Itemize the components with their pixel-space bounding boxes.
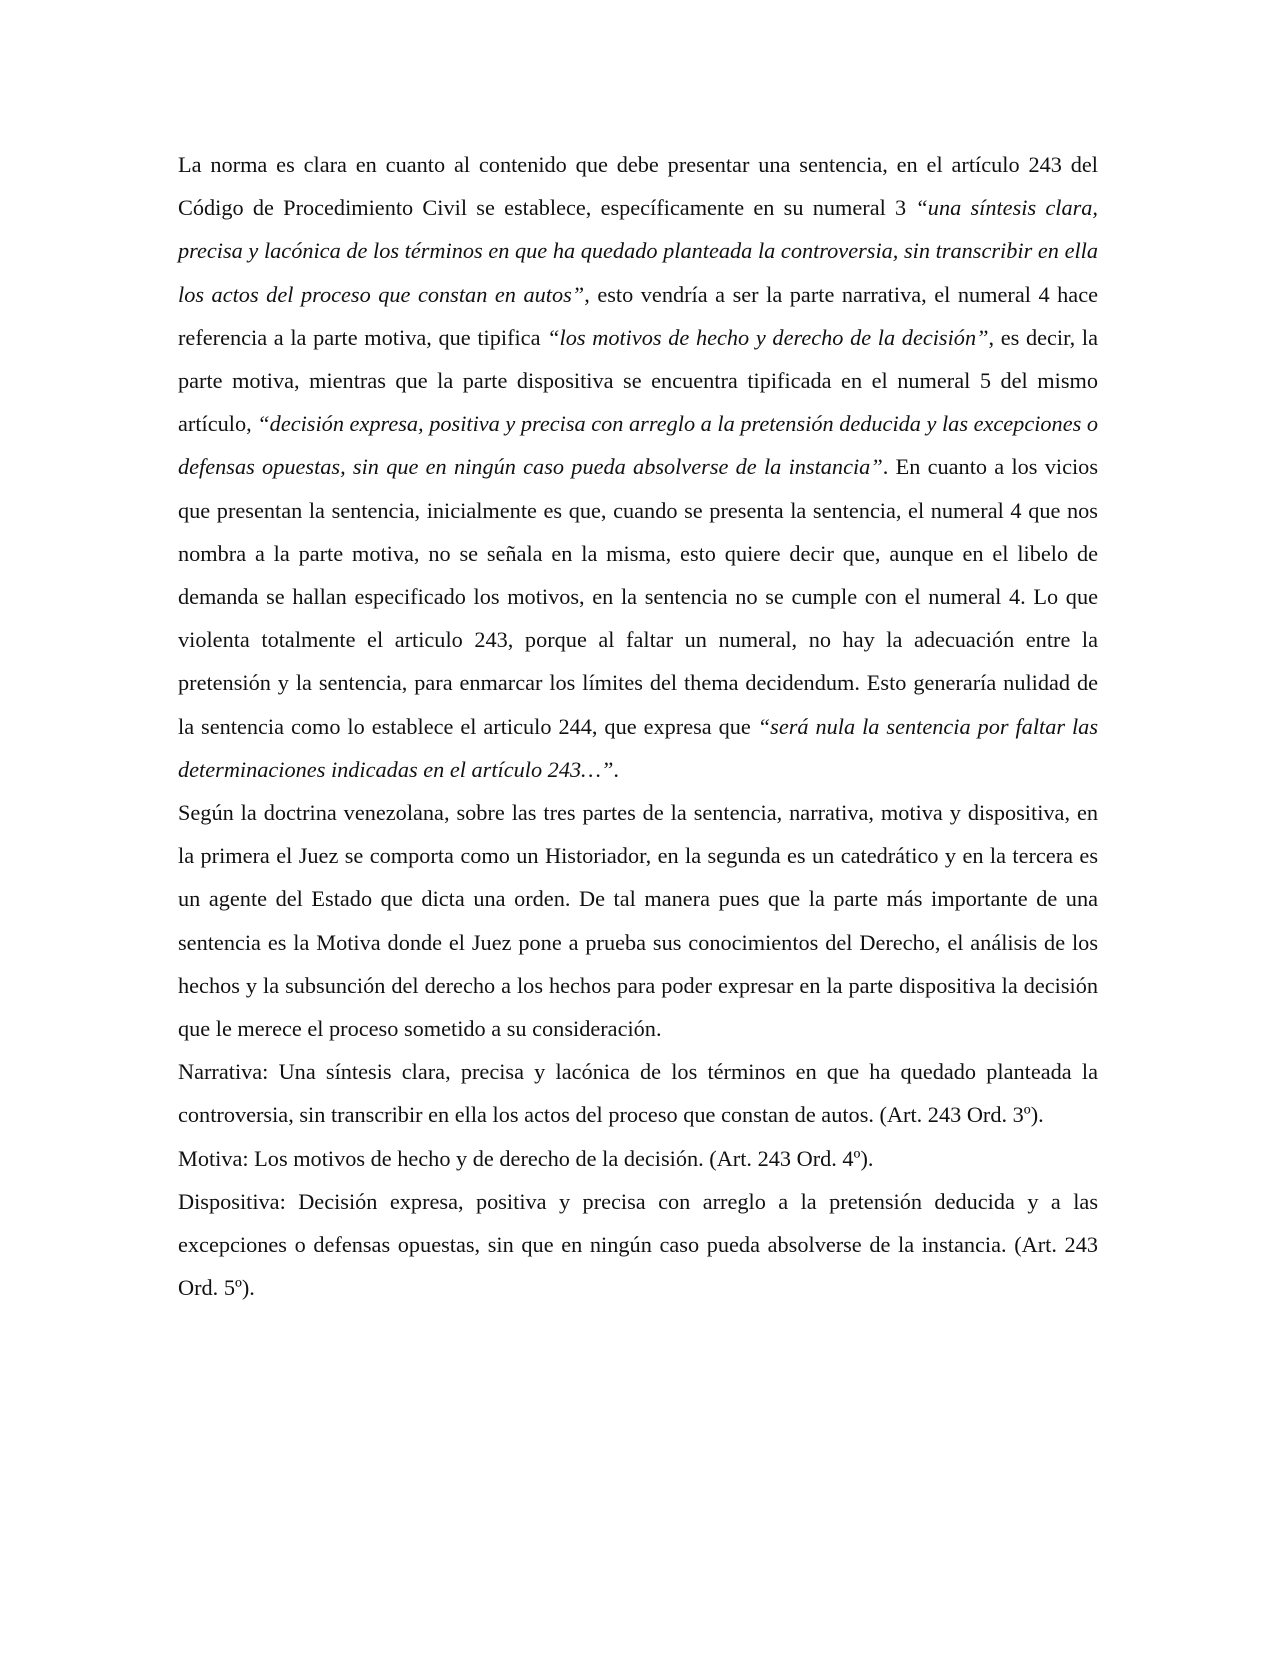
- text-segment: La norma es clara en cuanto al contenido que debe presentar una sentencia, en el artículo 243 del Código de Procedimiento Civil se establece, específicamente en su numeral 3: [178, 152, 1098, 221]
- paragraph-dispositiva: Dispositiva: Decisión expresa, positiva y precisa con arreglo a la pretensión deducida y a las excepciones o defensas opuestas, sin que en ningún caso pueda absolverse de la instancia. (Art. 243 Ord. 5º).: [178, 1188, 1098, 1301]
- quote-motive: “los motivos de hecho y derecho de la decisión”: [547, 324, 989, 350]
- quote-narrative: “una síntesis clara, precisa y lacónica de los términos en que ha quedado planteada la controversia, sin transcribir en ella los actos del proceso que constan en autos”: [178, 195, 1098, 307]
- paragraph-motiva: Motiva: Los motivos de hecho y de derecho de la decisión. (Art. 243 Ord. 4º).: [178, 1145, 874, 1171]
- document-page: [178, 143, 1098, 1309]
- text-segment: .: [613, 756, 619, 782]
- paragraph-sentence-contents: [178, 143, 1098, 791]
- text-segment: , esto vendría a ser la parte narrativa, el numeral 4 hace referencia a la parte motiva, que tipifica: [178, 281, 1098, 350]
- text-segment: , es decir, la parte motiva, mientras que la parte dispositiva se encuentra tipificada en el numeral 5 del mismo artículo,: [178, 324, 1098, 437]
- paragraph-narrativa: Narrativa: Una síntesis clara, precisa y lacónica de los términos en que ha quedado planteada la controversia, sin transcribir en ella los actos del proceso que constan de autos. (Art. 243 Ord. 3º).: [178, 1059, 1098, 1128]
- text-segment: . En cuanto a los vicios que presentan la sentencia, inicialmente es que, cuando se presenta la sentencia, el numeral 4 que nos nombra a la parte motiva, no se señala en la misma, esto quiere decir que, aunque en el libelo de demanda se hallan especificado los motivos, en la sentencia no se cumple con el numeral 4. Lo que violenta totalmente el articulo 243, porque al faltar un numeral, no hay la adecuación entre la pretensión y la sentencia, para enmarcar los límites del thema decidendum. Esto generaría nulidad de la sentencia como lo establece el articulo 244, que expresa que: [178, 454, 1098, 739]
- quote-article-244: “será nula la sentencia por faltar las determinaciones indicadas en el artículo 243…”: [178, 713, 1099, 782]
- paragraph-doctrine: Según la doctrina venezolana, sobre las tres partes de la sentencia, narrativa, motiva y dispositiva, en la primera el Juez se comporta como un Historiador, en la segunda es un catedrático y en la tercera es un agente del Estado que dicta una orden. De tal manera pues que la parte más importante de una sentencia es la Motiva donde el Juez pone a prueba sus conocimientos del Derecho, el análisis de los hechos y la subsunción del derecho a los hechos para poder expresar en la parte dispositiva la decisión que le merece el proceso sometido a su consideración.: [178, 800, 1098, 1042]
- quote-dispositive: “decisión expresa, positiva y precisa con arreglo a la pretensión deducida y las excepciones o defensas opuestas, sin que en ningún caso pueda absolverse de la instancia”: [178, 411, 1099, 480]
